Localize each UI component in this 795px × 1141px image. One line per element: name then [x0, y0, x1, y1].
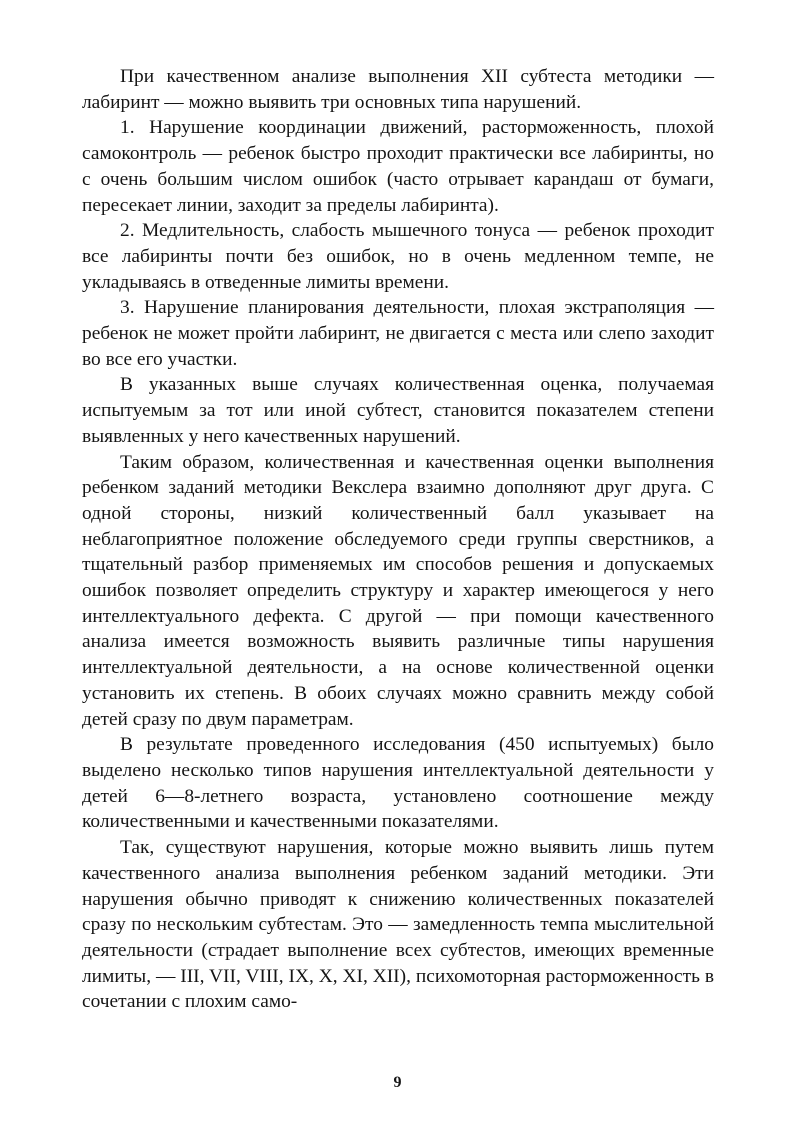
- paragraph-qualitative-disorders: Так, существуют нарушения, которые можно выявить лишь путем качественного анализа выполнения ребенком заданий методики. Эти нарушения обычно приводят к снижению количественных показателей сразу по нескольким субтестам. Это — замедленность темпа мыслительной деятельности (страдает выполнение всех субтестов, имеющих временные лимиты, — III, VII, VIII, IX, X, XI, XII), психомоторная расторможенность в сочетании с плохим само-: [82, 837, 714, 1013]
- paragraph-type-2: 2. Медлительность, слабость мышечного тонуса — ребенок проходит все лабиринты почти без ошибок, но в очень медленном темпе, не укладываясь в отведенные лимиты времени.: [82, 220, 714, 293]
- paragraph-type-3: 3. Нарушение планирования деятельности, плохая экстраполяция — ребенок не может пройти лабиринт, не двигается с места или слепо заходит во все его участки.: [82, 297, 714, 370]
- body-text: [82, 64, 714, 1015]
- paragraph-study-results: В результате проведенного исследования (450 испытуемых) было выделено несколько типов нарушения интеллектуальной деятельности у детей 6—8-летнего возраста, установлено соотношение между количественными и качественными показателями.: [82, 734, 714, 833]
- page-number: 9: [393, 1074, 402, 1091]
- paragraph-type-1: 1. Нарушение координации движений, расторможенность, плохой самоконтроль — ребенок быстро проходит практически все лабиринты, но с очень большим числом ошибок (часто отрывает карандаш от бумаги, пересекает линии, заходит за пределы лабиринта).: [82, 117, 714, 216]
- paragraph-intro: При качественном анализе выполнения XII субтеста методики — лабиринт — можно выявить три основных типа нарушений.: [82, 66, 714, 113]
- paragraph-complementary-assessment: Таким образом, количественная и качественная оценки выполнения ребенком заданий методики Векслера взаимно дополняют друг друга. С одной стороны, низкий количественный балл указывает на неблагоприятное положение обследуемого среди группы сверстников, а тщательный разбор применяемых им способов решения и допускаемых ошибок позволяет определить структуру и характер имеющегося у него интеллектуального дефекта. С другой — при помощи качественного анализа имеется возможность выявить различные типы нарушения интеллектуальной деятельности, а на основе количественной оценки установить их степень. В обоих случаях можно сравнить между собой детей сразу по двум параметрам.: [82, 451, 714, 730]
- paragraph-quantitative-score: В указанных выше случаях количественная оценка, получаемая испытуемым за тот или иной субтест, становится показателем степени выявленных у него качественных нарушений.: [82, 374, 714, 447]
